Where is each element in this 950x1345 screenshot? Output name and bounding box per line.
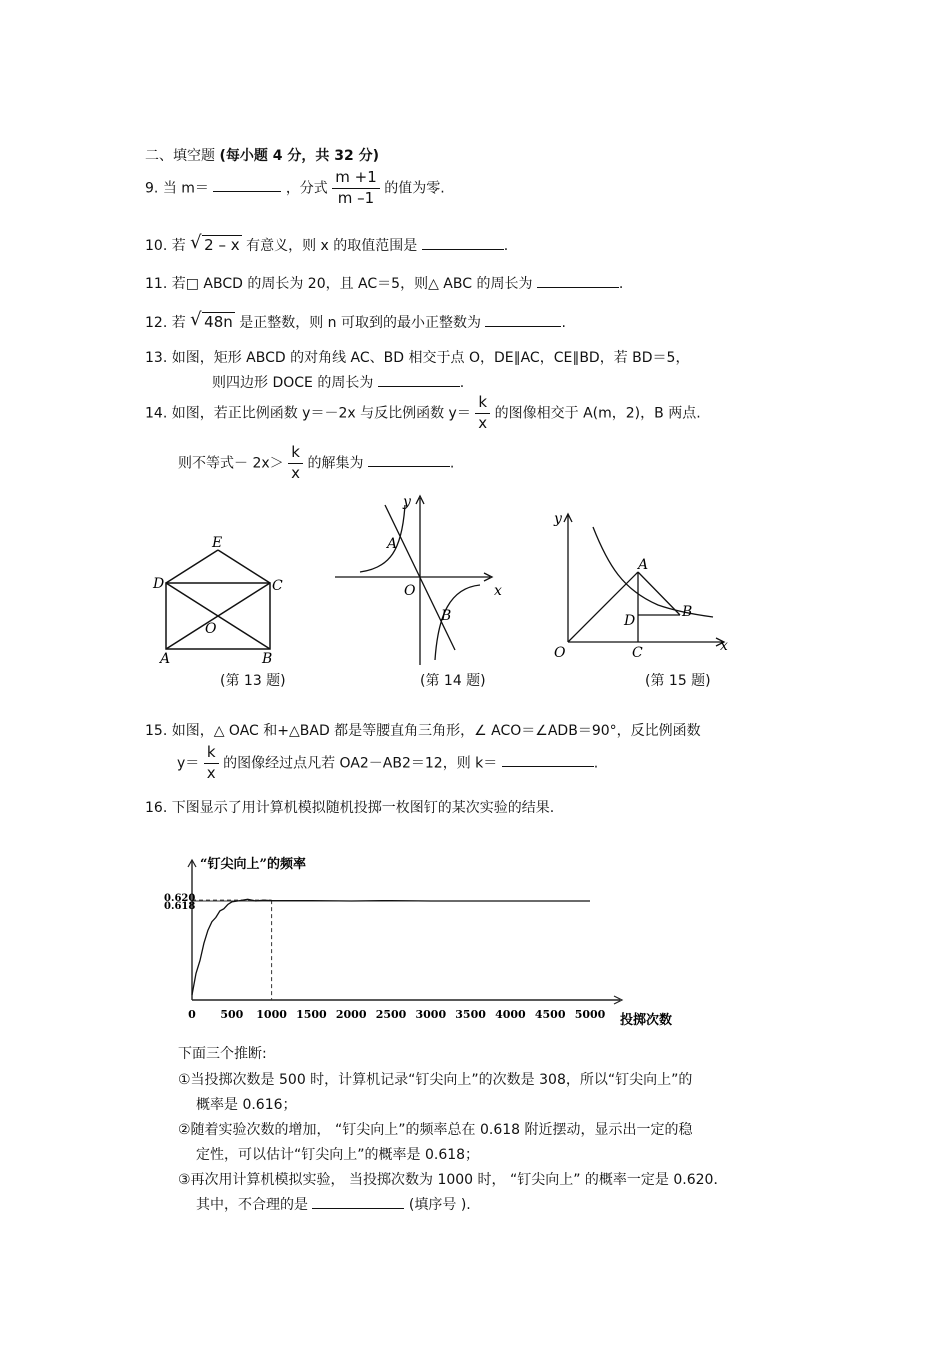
x-tick-label: 4000	[495, 1008, 526, 1021]
fraction-numerator: m +1	[335, 168, 377, 186]
question-text: 的值为零.	[384, 180, 445, 197]
question-11	[145, 273, 623, 293]
answer-blank[interactable]	[502, 752, 594, 767]
question-number: 12.	[145, 315, 168, 331]
label-b: B	[682, 604, 693, 620]
question-text: 的图像相交于 A(m，2)，B 两点.	[494, 405, 701, 422]
x-tick-label: 0	[188, 1008, 196, 1021]
question-text: y＝	[177, 755, 200, 772]
inference-2-line2: 定性，可以估计“钉尖向上”的概率是 0.618；	[196, 1147, 480, 1163]
question-number: 13.	[145, 350, 168, 366]
label-c: C	[632, 645, 643, 661]
fraction-denominator: x	[291, 463, 300, 482]
inference-2-line1: ②随着实验次数的增加， “钉尖向上”的频率总在 0.618 附近摆动，显示出一定的稳	[178, 1122, 693, 1138]
x-tick-label: 3500	[455, 1008, 486, 1021]
label-c: C	[272, 578, 283, 594]
fraction-denominator: x	[206, 763, 216, 782]
label-a: A	[387, 536, 398, 552]
question-text: 则四边形 DOCE 的周长为	[212, 375, 374, 391]
label-d: D	[624, 613, 636, 629]
fraction	[475, 395, 490, 432]
figure-14-caption: (第 14 题)	[420, 673, 486, 689]
question-text: 的图像经过点凡若 OA2－AB2＝12，则 k＝	[223, 755, 498, 772]
question-number: 15.	[145, 723, 168, 739]
chart-axes	[188, 860, 622, 1004]
period: .	[449, 455, 455, 472]
x-tick-label: 2500	[375, 1008, 407, 1021]
question-text: 若	[171, 315, 186, 331]
question-number: 11.	[145, 276, 168, 292]
figure-15-caption: (第 15 题)	[645, 673, 711, 689]
x-tick-label: 1500	[296, 1008, 327, 1021]
x-tick-label: 5000	[574, 1008, 606, 1021]
question-12	[145, 309, 566, 332]
label-x: x	[494, 583, 502, 599]
chart-x-ticks	[188, 1008, 605, 1021]
x-tick-label: 4500	[534, 1008, 566, 1021]
label-a: A	[638, 557, 649, 573]
answer-blank[interactable]	[422, 235, 504, 250]
question-text: (填序号 ).	[408, 1197, 471, 1213]
fraction-denominator: x	[478, 413, 488, 432]
question-text: 的解集为	[307, 455, 364, 472]
y-tick-label: 0.618	[164, 901, 196, 913]
answer-blank[interactable]	[368, 452, 450, 467]
question-text: 当 m＝	[162, 180, 209, 197]
fraction	[204, 745, 219, 782]
question-text: 其中，不合理的是	[196, 1197, 308, 1213]
x-tick-label: 500	[220, 1008, 244, 1021]
period: .	[561, 315, 566, 331]
radicand: 2 – x	[204, 236, 240, 254]
fraction-numerator: k	[291, 443, 300, 461]
question-number: 10.	[145, 238, 168, 254]
chart-title: “钉尖向上”的频率	[200, 857, 306, 872]
section-header	[145, 145, 379, 165]
fraction-denominator: m –1	[337, 188, 375, 207]
figure-13	[150, 530, 290, 670]
chart-x-axis-label: 投掷次数	[620, 1013, 673, 1028]
period: .	[459, 375, 465, 391]
label-a: A	[160, 651, 171, 667]
series-line	[192, 899, 590, 995]
answer-blank[interactable]	[378, 372, 460, 387]
fraction-numerator: k	[478, 393, 488, 411]
question-text: 若□ ABCD 的周长为 20，且 AC＝5，则△ ABC 的周长为	[171, 276, 533, 292]
question-text: 如图，若正比例函数 y＝－2x 与反比例函数 y＝	[171, 405, 471, 422]
label-o: O	[404, 583, 416, 599]
answer-blank[interactable]	[537, 273, 619, 288]
sqrt-expression: √ 2 – x	[190, 232, 240, 254]
question-text: 则不等式－ 2x＞	[178, 455, 284, 472]
question-text: 如图，矩形 ABCD 的对角线 AC、BD 相交于点 O，DE∥AC，CE∥BD，若 BD＝5，	[171, 350, 690, 366]
label-b: B	[262, 651, 273, 667]
period: .	[593, 755, 599, 772]
chart-reference-lines	[192, 900, 590, 1000]
figure-14	[330, 490, 520, 670]
label-b: B	[441, 608, 452, 624]
x-tick-label: 2000	[335, 1008, 367, 1021]
label-y: y	[403, 494, 411, 510]
question-10	[145, 232, 509, 255]
y-tick-label: 0.620	[164, 893, 196, 905]
inferences-question	[196, 1194, 471, 1214]
question-number: 9.	[145, 180, 159, 197]
question-15	[145, 720, 701, 740]
inference-3: ③再次用计算机模拟实验， 当投掷次数为 1000 时， “钉尖向上” 的概率一定是 0.620．	[178, 1172, 728, 1188]
question-9	[145, 170, 445, 207]
answer-blank[interactable]	[312, 1194, 404, 1209]
inference-1-line2: 概率是 0.616；	[196, 1097, 297, 1113]
figure-15	[548, 505, 738, 670]
question-text: ，分式	[285, 180, 328, 197]
question-text: 若	[171, 238, 186, 254]
answer-blank[interactable]	[213, 177, 281, 192]
question-14	[145, 395, 701, 432]
label-o: O	[554, 645, 566, 661]
fraction-numerator: k	[206, 743, 216, 761]
question-text: 下图显示了用计算机模拟随机投掷一枚图钉的某次实验的结果.	[171, 800, 555, 816]
frequency-chart	[160, 850, 680, 1035]
figure-13-caption: (第 13 题)	[220, 673, 286, 689]
question-text: 如图，△ OAC 和+△BAD 都是等腰直角三角形，∠ ACO＝∠ADB＝90°，反比例函数	[171, 723, 701, 739]
radicand: 48n	[204, 313, 233, 331]
question-text: 有意义，则 x 的取值范围是	[246, 238, 418, 254]
chart-y-ticks	[164, 893, 195, 912]
label-d: D	[153, 576, 165, 592]
question-number: 14.	[145, 405, 168, 422]
question-13	[145, 347, 689, 367]
question-number: 16.	[145, 800, 168, 816]
section-note: (每小题 4 分，共 32 分)	[219, 148, 379, 164]
question-13-line2	[212, 372, 464, 392]
inference-1-line1: ①当投掷次数是 500 时，计算机记录“钉尖向上”的次数是 308，所以“钉尖向上”的	[178, 1072, 693, 1088]
section-title: 二、填空题	[145, 148, 215, 164]
x-tick-label: 3000	[415, 1008, 447, 1021]
fraction	[332, 170, 380, 207]
inferences-intro: 下面三个推断:	[178, 1046, 267, 1062]
period: .	[503, 238, 509, 254]
label-y: y	[554, 511, 562, 527]
question-16	[145, 797, 554, 817]
answer-blank[interactable]	[485, 312, 561, 327]
x-tick-label: 1000	[256, 1008, 287, 1021]
sqrt-expression: √ 48n	[190, 309, 233, 331]
fraction	[288, 445, 303, 482]
question-text: 是正整数，则 n 可取到的最小正整数为	[239, 315, 481, 331]
label-o: O	[205, 621, 217, 637]
label-e: E	[212, 535, 223, 551]
question-15-line2	[177, 745, 598, 782]
question-14-line2	[178, 445, 454, 482]
chart-series	[192, 899, 590, 995]
label-x: x	[720, 638, 728, 654]
period: .	[618, 276, 624, 292]
